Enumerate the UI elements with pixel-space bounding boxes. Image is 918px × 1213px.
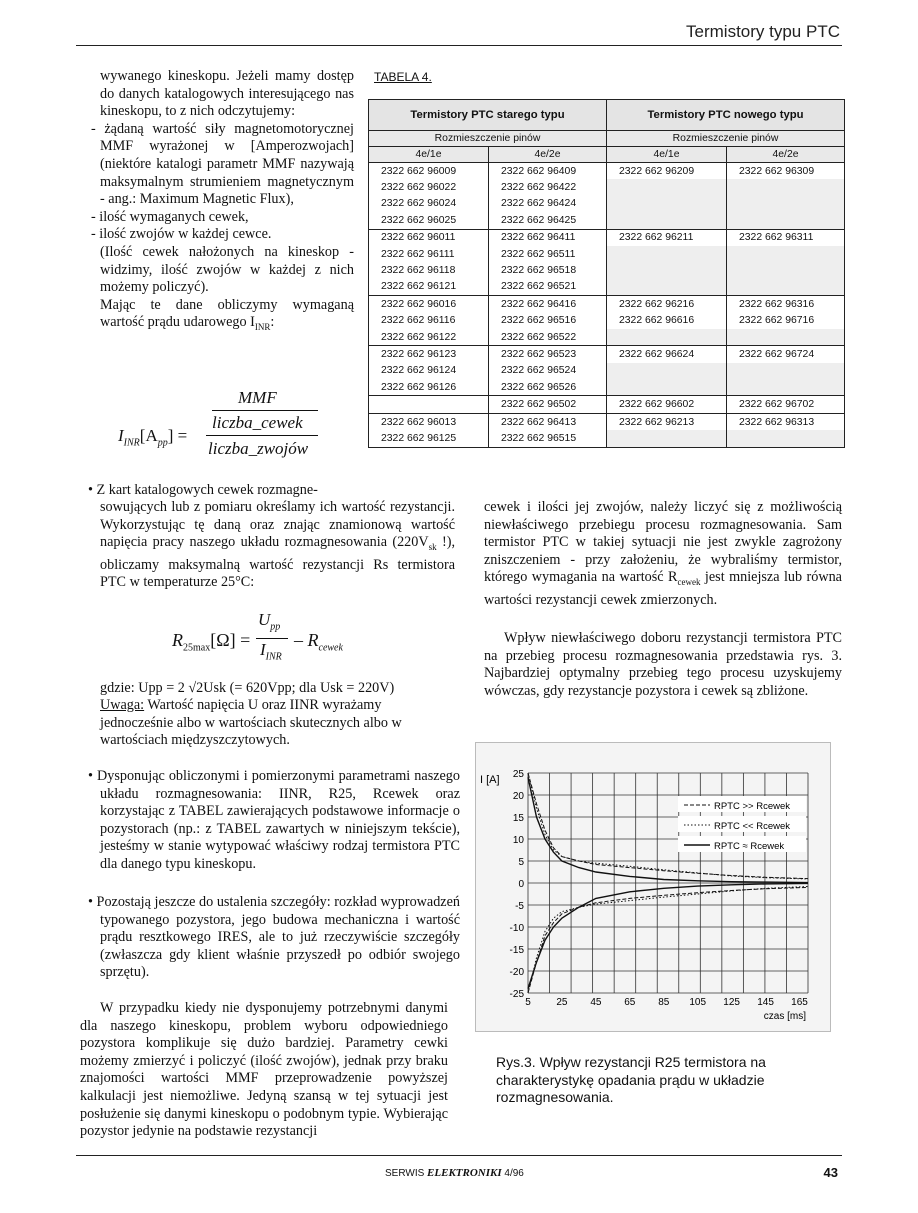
table-cell (607, 262, 727, 278)
table-cell (607, 212, 727, 229)
col-header: 4e/1e (607, 147, 727, 163)
y-tick-label: 10 (512, 835, 524, 846)
subheader-old: Rozmieszczenie pinów (369, 131, 607, 147)
fraction-bar (206, 435, 318, 436)
table-cell: 2322 662 96511 (489, 246, 607, 262)
legend-label: RPTC ≈ Rcewek (714, 841, 785, 852)
table-cell: 2322 662 96526 (489, 379, 607, 396)
running-header: Termistory typu PTC (686, 22, 840, 41)
bullet-1-body (100, 499, 455, 592)
table-cell: 2322 662 96602 (607, 396, 727, 413)
data-item-coils: - ilość wymaganych cewek, (91, 208, 249, 225)
series-line (528, 887, 808, 994)
table-cell: 2322 662 96409 (489, 163, 607, 180)
table-body (369, 163, 845, 448)
table-cell (607, 179, 727, 195)
table-cell: 2322 662 96516 (489, 313, 607, 329)
table-cell: 2322 662 96216 (607, 296, 727, 313)
bullet-3: • Pozostają jeszcze do ustalenia szczegóły: rozkład wyprowadzeń typowanego pozystora, jego budowa mechaniczna i wartość prądu resztkowego IRES, ale to już rzeczywiście szczegóły (zwłaszcza gdy klient właśnie przyszedł po odbiór swojego sprzętu). (88, 894, 460, 981)
y-tick-label: 20 (512, 791, 524, 802)
table-cell: 2322 662 96716 (727, 313, 845, 329)
gdzie-line: gdzie: Upp = 2 √2Usk (= 620Vpp; dla Usk = 220V) (100, 680, 395, 696)
table-cell: 2322 662 96413 (489, 413, 607, 430)
table-cell: 2322 662 96311 (727, 229, 845, 246)
right-paragraph-1: cewek i ilości jej zwojów, należy liczyć się z możliwością niewłaściwego przebiegu procesu rozmagnesowania. Sam termistor PTC w takiej sytuacji nie jest zwykle zagrożony zniszczeniem - przy założeniu, że wybraliśmy termistor, którego wymagania na wartość $R_{cewek}$ jest mniejsza lub równa wartości rezystancji cewek zmierzonych. (484, 499, 842, 608)
table-cell: 2322 662 96411 (489, 229, 607, 246)
footer-rule (76, 1155, 842, 1156)
data-item-turns: - ilość zwojów w każdej cewce. (91, 226, 272, 243)
table-cell: 2322 662 96313 (727, 413, 845, 430)
table-cell (727, 379, 845, 396)
table-cell: 2322 662 96011 (369, 229, 489, 246)
formula-r25 (172, 610, 432, 670)
table-cell: 2322 662 96702 (727, 396, 845, 413)
table-row (369, 430, 845, 447)
table-row (369, 163, 845, 180)
having-text: Mając te dane obliczymy wymaganą wartość prądu udarowego $I_{INR}$: (100, 296, 354, 333)
table-cell: 2322 662 96009 (369, 163, 489, 180)
table-row (369, 212, 845, 229)
x-tick-label: 5 (525, 997, 531, 1008)
table-cell: 2322 662 96118 (369, 262, 489, 278)
formula-num: liczba_cewek (212, 413, 303, 432)
table-cell: 2322 662 96123 (369, 346, 489, 363)
header-old-type: Termistory PTC starego typu (369, 100, 607, 131)
table-cell: 2322 662 96522 (489, 329, 607, 346)
x-tick-label: 165 (791, 997, 808, 1008)
table-cell (607, 246, 727, 262)
ptc-table (368, 99, 845, 448)
footer-journal: SERWIS ELEKTRONIKI 4/96 (385, 1167, 524, 1179)
table-cell (607, 379, 727, 396)
table-row (369, 379, 845, 396)
formula-den: liczba_zwojów (208, 439, 309, 458)
legend-label: RPTC >> Rcewek (714, 801, 791, 812)
table-cell (607, 196, 727, 212)
fraction-bar-top (212, 410, 318, 411)
table-cell (727, 430, 845, 447)
table-cell: 2322 662 96422 (489, 179, 607, 195)
table-row (369, 179, 845, 195)
y-tick-label: -5 (515, 901, 524, 912)
table-cell (727, 212, 845, 229)
table-cell: 2322 662 96424 (489, 196, 607, 212)
table-cell: 2322 662 96022 (369, 179, 489, 195)
x-tick-label: 65 (624, 997, 636, 1008)
bullet-1-text: sowujących lub z pomiaru określamy ich wartość rezystancji. Wykorzystując tę daną oraz znając znamionową wartość napięcia pracy naszego układu rozmagnesowania ($220V_{sk}$ !), obliczamy maksymalną wartość rezystancji Rs termistora PTC w temperaturze 25°C: (100, 499, 456, 591)
x-tick-label: 85 (658, 997, 670, 1008)
table-cell: 2322 662 96213 (607, 413, 727, 430)
table-cell: 2322 662 96523 (489, 346, 607, 363)
table-cell (607, 279, 727, 296)
header-rule (76, 45, 842, 46)
table-cell: 2322 662 96518 (489, 262, 607, 278)
table-cell (727, 363, 845, 379)
y-tick-label: -15 (509, 945, 524, 956)
header-new-type: Termistory PTC nowego typu (607, 100, 845, 131)
table-cell: 2322 662 96524 (489, 363, 607, 379)
table-cell: 2322 662 96209 (607, 163, 727, 180)
data-item-mmf: - żądaną wartość siły magnetomotorycznej MMF wyrażonej w [Amperozwojach] (niektóre katalogi parametr MMF nazywają maksymalnym strumieniem magnetycznym - ang.: Maximum Magnetic Flux), (91, 120, 354, 208)
table-cell (727, 246, 845, 262)
table-cell: 2322 662 96013 (369, 413, 489, 430)
table-cell (727, 262, 845, 278)
table-cell: 2322 662 96724 (727, 346, 845, 363)
table-cell: 2322 662 96125 (369, 430, 489, 447)
uwaga-text: Wartość napięcia U oraz IINR wyrażamy jednocześnie albo w wartościach skutecznych albo w wartościach międzyszczytowych. (100, 697, 402, 749)
table-row (369, 363, 845, 379)
formula-lhs: $I_{INR}[A_{pp}]$ = (118, 426, 188, 449)
y-tick-label: 0 (518, 879, 524, 890)
y-tick-label: 15 (512, 813, 524, 824)
table-cell: 2322 662 96616 (607, 313, 727, 329)
table-cell (727, 196, 845, 212)
right-paragraph-2: Wpływ niewłaściwego doboru rezystancji termistora PTC na przebieg procesu rozmagnesowania przedstawia rys. 3. Najbardziej optymalny przebieg tego procesu uzyskujemy wówczas, gdy rezystancje pozystora i cewek są zbliżone. (484, 630, 842, 699)
bullet-2: • Dysponując obliczonymi i pomierzonymi parametrami naszego układu rozmagnesowania: IINR, R25, Rcewek oraz korzystając z TABEL zawierających podstawowe informacje o pozystorach (np.: z TABEL zawartych w niniejszym tekście), jesteśmy w stanie wytypować właściwy rodzaj termistora PTC dla danego typu kineskopu. (88, 768, 460, 872)
x-axis-label: czas [ms] (763, 1011, 806, 1022)
table-cell: 2322 662 96515 (489, 430, 607, 447)
table-cell: 2322 662 96416 (489, 296, 607, 313)
uwaga-note (100, 697, 430, 750)
table-row (369, 296, 845, 313)
subheader-new: Rozmieszczenie pinów (607, 131, 845, 147)
paren-note: (Ilość cewek nałożonych na kineskop - widzimy, ilość zwojów w każdej z nich możemy policzyć). (100, 243, 354, 296)
current-decay-chart (475, 742, 831, 1032)
table-cell: 2322 662 96425 (489, 212, 607, 229)
y-axis-label: I [A] (480, 774, 500, 786)
col-header: 4e/2e (489, 147, 607, 163)
table-cell: 2322 662 96116 (369, 313, 489, 329)
x-tick-label: 45 (590, 997, 602, 1008)
table-cell: 2322 662 96121 (369, 279, 489, 296)
table-row (369, 196, 845, 212)
table-row (369, 329, 845, 346)
table-cell (727, 279, 845, 296)
formula2-lhs: $R_{25max}[\Omega]$ = (172, 630, 251, 654)
table-cell: 2322 662 96624 (607, 346, 727, 363)
x-tick-label: 145 (757, 997, 774, 1008)
table-cell (607, 363, 727, 379)
table-row (369, 229, 845, 246)
journal-brand: ELEKTRONIKI (427, 1167, 502, 1179)
x-tick-label: 105 (689, 997, 707, 1008)
table-cell: 2322 662 96502 (489, 396, 607, 413)
col-header: 4e/1e (369, 147, 489, 163)
y-tick-label: 25 (512, 769, 524, 780)
table-cell: 2322 662 96122 (369, 329, 489, 346)
table-cell: 2322 662 96124 (369, 363, 489, 379)
x-tick-label: 125 (723, 997, 740, 1008)
series-line (528, 883, 808, 988)
table-cell: 2322 662 96316 (727, 296, 845, 313)
table-cell: 2322 662 96521 (489, 279, 607, 296)
table-caption: TABELA 4. (374, 70, 432, 84)
table-row (369, 313, 845, 329)
table-cell (607, 329, 727, 346)
page-number: 43 (823, 1165, 838, 1180)
table-cell: 2322 662 96211 (607, 229, 727, 246)
y-tick-label: -20 (509, 967, 524, 978)
figure-caption: Rys.3. Wpływ rezystancji R25 termistora na charakterystykę opadania prądu w układzie rozmagnesowania. (496, 1054, 766, 1105)
table-row (369, 413, 845, 430)
y-tick-label: -10 (509, 923, 524, 934)
table-cell (727, 179, 845, 195)
table-row (369, 246, 845, 262)
table-row (369, 262, 845, 278)
legend-label: RPTC << Rcewek (714, 821, 791, 832)
chart-svg (476, 743, 830, 1031)
table-row (369, 346, 845, 363)
bullet-1-line: • Z kart katalogowych cewek rozmagne- (88, 482, 318, 498)
series-line (528, 887, 808, 993)
y-tick-label: -25 (509, 989, 524, 1000)
table-cell: 2322 662 96024 (369, 196, 489, 212)
table-cell: 2322 662 96309 (727, 163, 845, 180)
fraction-bar-2 (256, 638, 288, 639)
table-row (369, 279, 845, 296)
uwaga-label: Uwaga: (100, 697, 145, 713)
x-tick-label: 25 (556, 997, 568, 1008)
y-tick-label: 5 (518, 857, 524, 868)
col-header: 4e/2e (727, 147, 845, 163)
table-cell: 2322 662 96016 (369, 296, 489, 313)
formula-top-mmf: MMF (238, 388, 277, 407)
table-row (369, 396, 845, 413)
table-cell: 2322 662 96111 (369, 246, 489, 262)
formula2-minus: – $R_{cewek}$ (294, 630, 343, 654)
table-cell: 2322 662 96025 (369, 212, 489, 229)
table-cell (369, 396, 489, 413)
formula-inr (118, 388, 358, 468)
bullet-1-start (88, 482, 356, 500)
left-column-top (91, 68, 354, 337)
intro-text: wywanego kineskopu. Jeżeli mamy dostęp do danych katalogowych interesującego nas kineskopu, to z nich odczytujemy: (100, 68, 354, 120)
formula2-den: $I_{INR}$ (260, 640, 282, 663)
table-cell: 2322 662 96126 (369, 379, 489, 396)
table-cell (607, 430, 727, 447)
table-cell (727, 329, 845, 346)
final-paragraph: W przypadku kiedy nie dysponujemy potrzebnymi danymi dla naszego kineskopu, problem wyboru odpowiedniego pozystora komplikuje się dużo bardziej. Parametry cewki możemy zmierzyć i policzyć (ilość zwojów), jednak przy braku znajomości wartości MMF przeprowadzenie powyższej kalkulacji jest niemożliwe. Jedyną szansą w tej sytuacji jest posłużenie się danymi kineskopu o podobnym typie. Wybierając pozystor jedynie na podstawie rezystancji (80, 1000, 448, 1140)
formula2-num: $U_{pp}$ (258, 610, 281, 633)
